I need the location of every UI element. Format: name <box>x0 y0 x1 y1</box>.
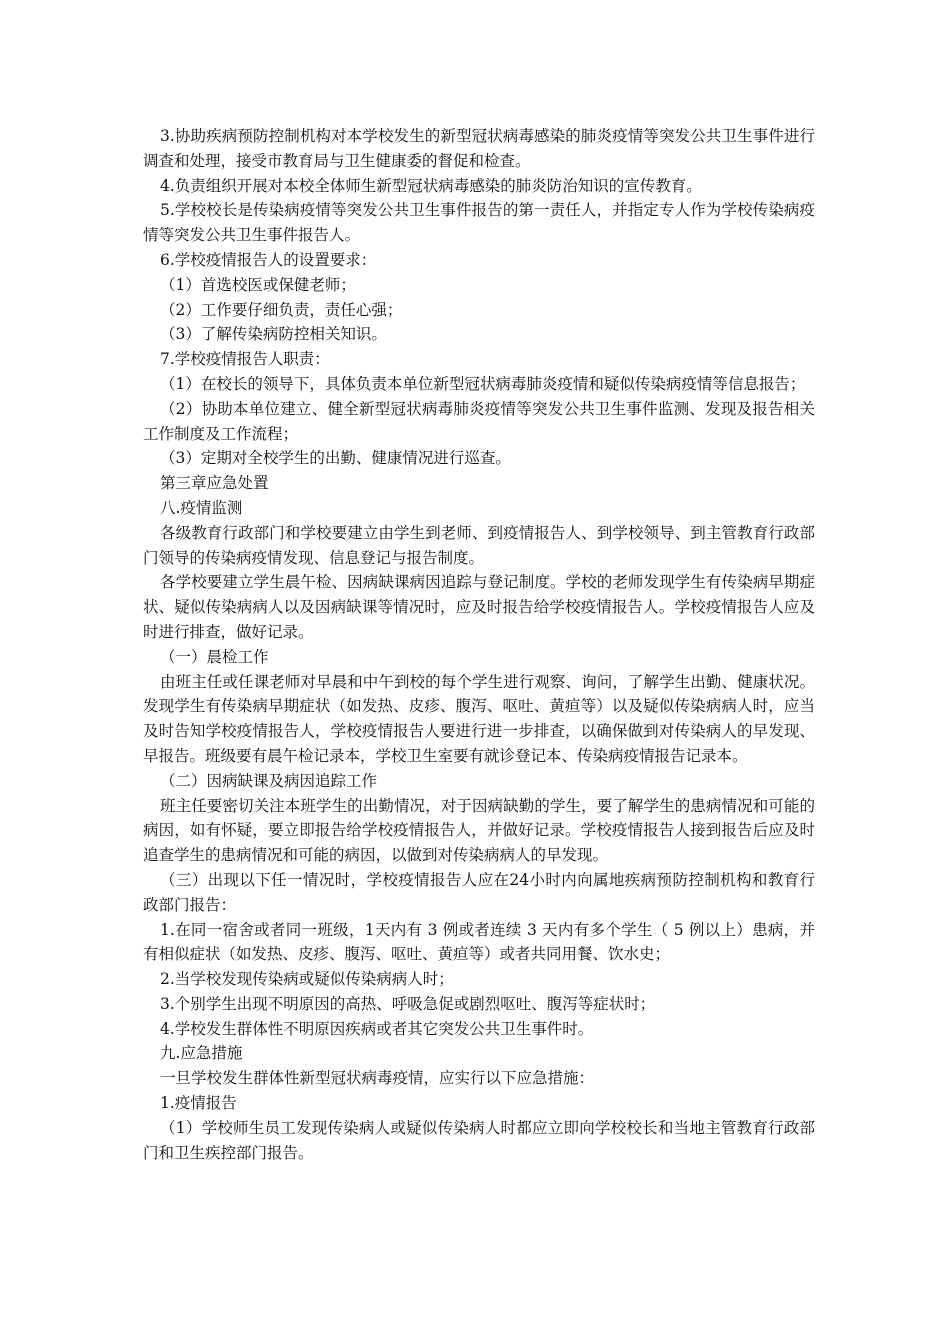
list-item: （1）首选校医或保健老师； <box>160 275 356 294</box>
paragraph-duty-6: 6.学校疫情报告人的设置要求： <box>160 250 377 269</box>
chapter-heading: 第三章应急处置 <box>160 474 269 493</box>
paragraph-duty-3: 3.协助疾病预防控制机构对本学校发生的新型冠状病毒感染的肺炎疫情等突发公共卫生事件进行调查和处理，接受市教育局与卫生健康委的督促和检查。 <box>143 127 815 170</box>
subsection-heading-outbreak-report: 1.疫情报告 <box>160 1094 237 1113</box>
list-item: （1）学校师生员工发现传染病人或疑似传染病人时都应立即向学校校长和当地主管教育行政部门和卫生疾控部门报告。 <box>143 1118 815 1162</box>
list-item: 1.在同一宿舍或者同一班级，1天内有 3 例或者连续 3 天内有多个学生（ 5 例以上）患病，并有相似症状（如发热、皮疹、腹泻、呕吐、黄疸等）或者共同用餐、饮水史； <box>143 920 815 964</box>
body-paragraph: 一旦学校发生群体性新型冠状病毒疫情，应实行以下应急措施： <box>160 1069 595 1088</box>
section-heading-monitoring: 八.疫情监测 <box>160 498 243 517</box>
subsection-heading-reporting: （三）出现以下任一情况时，学校疫情报告人应在24小时内向属地疾病预防控制机构和教育行政部门报告： <box>143 870 815 914</box>
body-paragraph: 由班主任或任课老师对早晨和中午到校的每个学生进行观察、询问，了解学生出勤、健康状况。发现学生有传染病早期症状（如发热、皮疹、腹泻、呕吐、黄疸等）以及疑似传染病病人时，应当及时告知学校疫情报告人，学校疫情报告人要进行进一步排查，以确保做到对传染病人的早发现、早报告。班级要有晨午检记录本，学校卫生室要有就诊登记本、传染病疫情报告记录本。 <box>143 672 815 765</box>
list-item: （1）在校长的领导下，具体负责本单位新型冠状病毒肺炎疫情和疑似传染病疫情等信息报告； <box>160 374 806 393</box>
paragraph-duty-7: 7.学校疫情报告人职责： <box>160 350 330 369</box>
list-item: （3）定期对全校学生的出勤、健康情况进行巡查。 <box>160 449 511 468</box>
paragraph-duty-5: 5.学校校长是传染病疫情等突发公共卫生事件报告的第一责任人，并指定专人作为学校传染病疫情等突发公共卫生事件报告人。 <box>143 201 815 245</box>
subsection-heading-morning-check: （一）晨检工作 <box>160 647 269 666</box>
list-item: （2）协助本单位建立、健全新型冠状病毒肺炎疫情等突发公共卫生事件监测、发现及报告相关工作制度及工作流程； <box>143 399 815 443</box>
section-heading-emergency-measures: 九.应急措施 <box>160 1044 243 1063</box>
subsection-heading-absence-tracking: （二）因病缺课及病因追踪工作 <box>160 771 378 790</box>
list-item: 3.个别学生出现不明原因的高热、呼吸急促或剧烈呕吐、腹泻等症状时； <box>160 994 656 1013</box>
paragraph-duty-4: 4.负责组织开展对本校全体师生新型冠状病毒感染的肺炎防治知识的宣传教育。 <box>160 176 702 195</box>
document-body <box>143 124 815 1165</box>
body-paragraph: 各级教育行政部门和学校要建立由学生到老师、到疫情报告人、到学校领导、到主管教育行政部门领导的传染病疫情发现、信息登记与报告制度。 <box>143 523 815 567</box>
list-item: 4.学校发生群体性不明原因疾病或者其它突发公共卫生事件时。 <box>160 1019 594 1038</box>
list-item: 2.当学校发现传染病或疑似传染病病人时； <box>160 970 454 989</box>
body-paragraph: 各学校要建立学生晨午检、因病缺课病因追踪与登记制度。学校的老师发现学生有传染病早期症状、疑似传染病病人以及因病缺课等情况时，应及时报告给学校疫情报告人。学校疫情报告人应及时进行排查，做好记录。 <box>143 573 815 641</box>
body-paragraph: 班主任要密切关注本班学生的出勤情况，对于因病缺勤的学生，要了解学生的患病情况和可能的病因，如有怀疑，要立即报告给学校疫情报告人，并做好记录。学校疫情报告人接到报告后应及时追查学生的患病情况和可能的病因，以做到对传染病病人的早发现。 <box>143 796 815 865</box>
list-item: （2）工作要仔细负责，责任心强； <box>160 300 403 319</box>
list-item: （3）了解传染病防控相关知识。 <box>160 325 387 344</box>
